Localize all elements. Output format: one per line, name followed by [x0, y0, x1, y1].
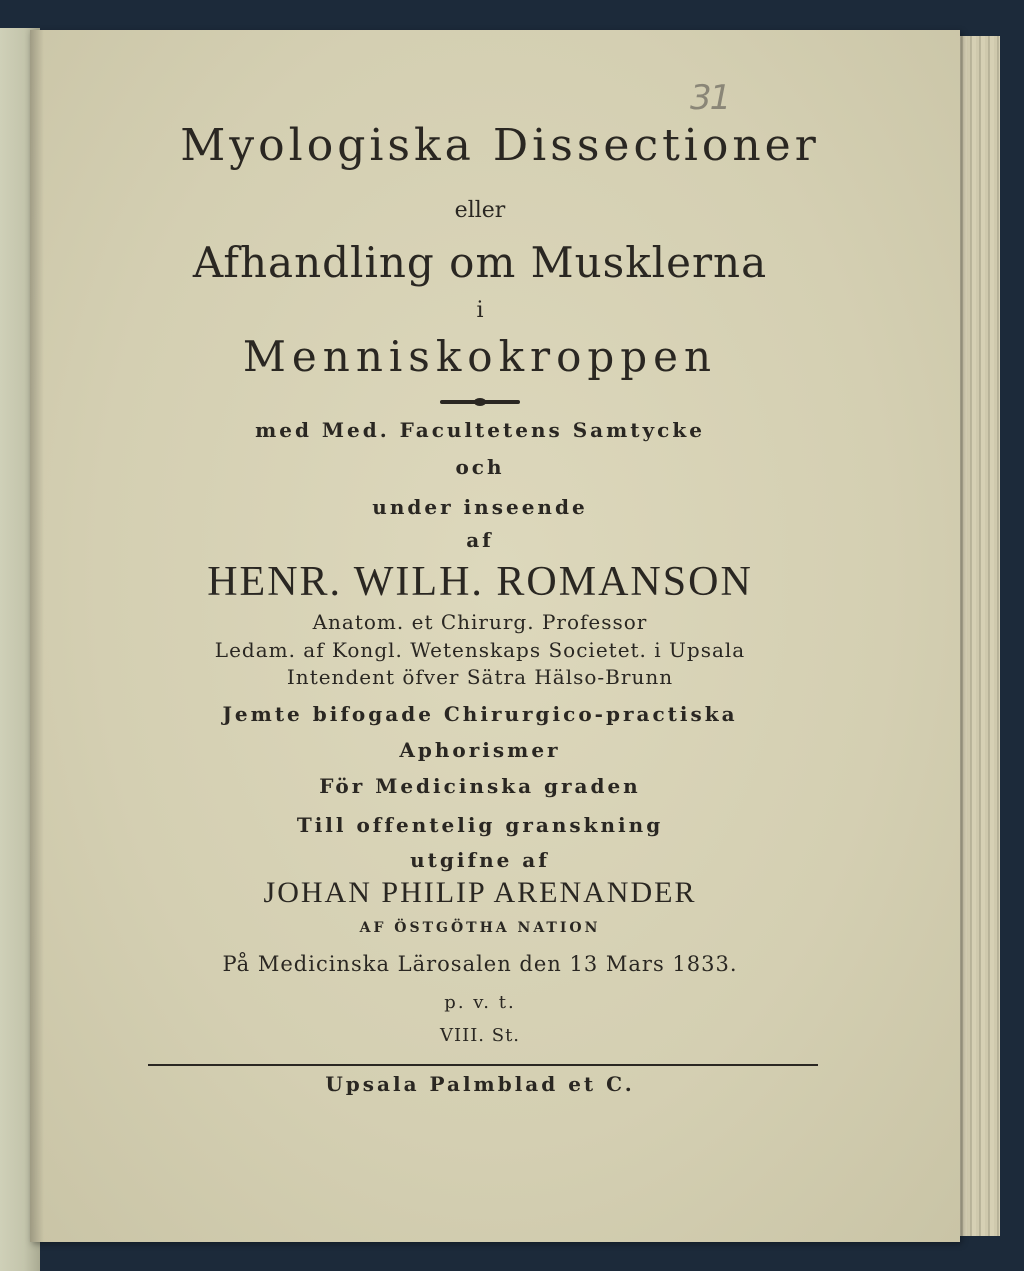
part-number: VIII. St. [439, 1025, 521, 1046]
appendix-line-2: Aphorismer [399, 738, 561, 762]
title-page [30, 30, 960, 1242]
degree-line-3: utgifne af [410, 848, 550, 872]
praeses-name: HENR. WILH. ROMANSON [207, 559, 753, 605]
title-line-1: Myologiska Dissectioner [180, 120, 820, 171]
imprint: Upsala Palmblad et C. [325, 1072, 635, 1096]
degree-line-2: Till offentelig granskning [296, 813, 664, 837]
approval-line-2: och [455, 455, 505, 479]
praeses-credential-2: Ledam. af Kongl. Wetenskaps Societet. i Upsala [214, 638, 746, 662]
title-line-5: Menniskokroppen [242, 332, 718, 381]
praeses-credential-1: Anatom. et Chirurg. Professor [312, 610, 648, 634]
ornamental-rule [440, 400, 520, 404]
approval-line-3: under inseende [372, 495, 588, 519]
folio-number: 31 [690, 78, 730, 118]
appendix-line-1: Jemte bifogade Chirurgico-practiska [222, 702, 738, 726]
defense-date: På Medicinska Lärosalen den 13 Mars 1833. [222, 952, 738, 976]
respondent-nation: AF ÖSTGÖTHA NATION [359, 920, 601, 936]
respondent-name: JOHAN PHILIP ARENANDER [263, 876, 697, 909]
imprint-rule [148, 1064, 818, 1066]
title-line-4: i [476, 298, 484, 323]
approval-line-1: med Med. Facultetens Samtycke [255, 418, 705, 442]
degree-line-1: För Medicinska graden [319, 774, 641, 798]
title-line-3: Afhandling om Musklerna [192, 238, 768, 287]
title-line-2: eller [454, 198, 506, 223]
praeses-credential-3: Intendent öfver Sätra Hälso-Brunn [286, 665, 674, 689]
approval-line-4: af [466, 528, 494, 552]
defense-pvt: p. v. t. [444, 992, 516, 1013]
